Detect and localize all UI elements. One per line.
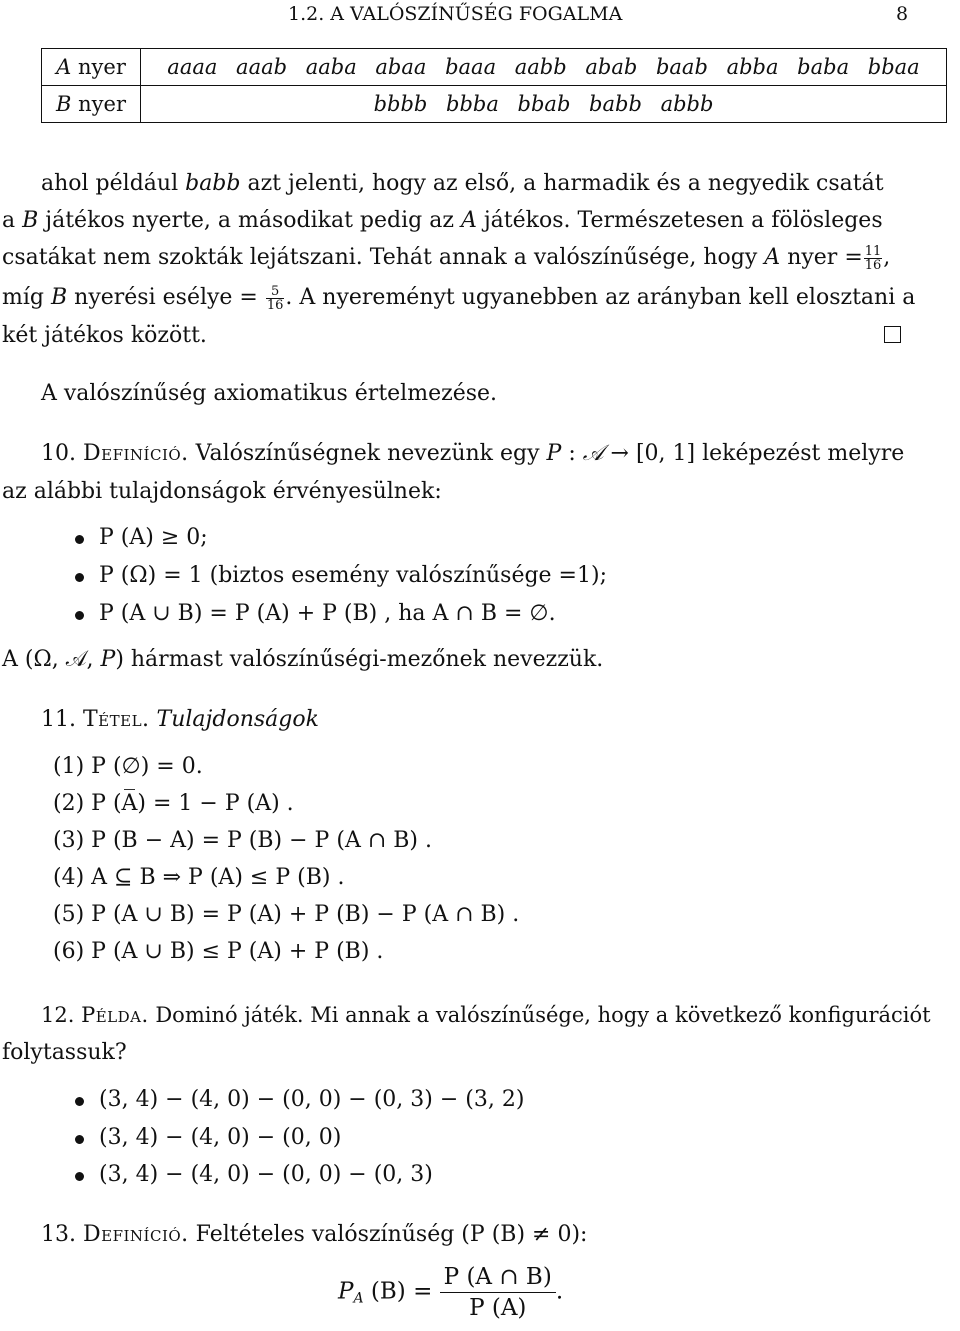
para-line-2: a B játékos nyerte, a másodikat pedig az A játékos. Természetesen a fölösleges	[2, 208, 883, 233]
outcome-table	[41, 48, 947, 123]
axiom-heading: A valószínűség axiomatikus értelmezése.	[41, 381, 498, 406]
example-12: 12. Példa. Dominó játék. Mi annak a valószínűsége, hogy a következő konfigurációt	[41, 1003, 931, 1027]
emphasis: babb	[185, 171, 241, 196]
row-b-label: B nyer	[42, 86, 141, 123]
para-line-5: két játékos között.	[2, 323, 207, 348]
para-line-3: csatákat nem szokták lejátszani. Tehát annak a valószínűsége, hogy A nyer = $\frac{11}{16}$ ,	[2, 243, 891, 273]
theorem-11: 11. Tétel. Tulajdonságok	[41, 707, 319, 732]
table-row	[42, 49, 947, 86]
table-row	[42, 86, 947, 123]
fraction-5-16: $\frac{5}{16}$	[266, 283, 284, 313]
list-item: (3, 4) − (4, 0) − (0, 0)	[77, 1124, 341, 1152]
definition-label: Definíció.	[83, 1222, 189, 1247]
definition-10: 10. Definíció. Valószínűségnek nevezünk egy P : 𝒜 → [0, 1] leképezést melyre	[41, 441, 905, 466]
conditional-probability-formula: $P_A$ (B) = $\frac{P (A \cap B)}{P (A)}$ .	[338, 1264, 564, 1321]
running-header	[288, 0, 622, 28]
fraction-11-16: $\frac{11}{16}$	[864, 243, 882, 273]
property-6: (6) P (A ∪ B) ≤ P (A) + P (B) .	[53, 939, 384, 964]
property-3: (3) P (B − A) = P (B) − P (A ∩ B) .	[53, 828, 432, 853]
property-2: (2) P (A̅) = 1 − P (A) .	[53, 791, 294, 816]
list-item: (3, 4) − (4, 0) − (0, 0) − (0, 3) − (3, 2)	[77, 1086, 524, 1114]
definition-label: Definíció.	[83, 441, 189, 466]
para-line-1: ahol például babb azt jelenti, hogy az első, a harmadik és a negyedik csatát	[41, 171, 884, 196]
row-b-values: bbbb bbba bbab babb abbb	[141, 86, 947, 123]
theorem-title: Tulajdonságok	[156, 707, 319, 732]
row-a-label: A nyer	[42, 49, 141, 86]
example-12-line-2: folytassuk?	[2, 1040, 127, 1065]
para-line-4: míg B nyerési esélye = $\frac{5}{16}$ . A nyereményt ugyanebben az arányban kell elosztani a	[2, 283, 916, 313]
triple-line: A (Ω, 𝒜, P) hármast valószínűségi-mezőnek nevezzük.	[2, 647, 604, 672]
property-5: (5) P (A ∪ B) = P (A) + P (B) − P (A ∩ B) .	[53, 902, 520, 927]
list-item: (3, 4) − (4, 0) − (0, 0) − (0, 3)	[77, 1161, 433, 1189]
section-title: 1.2. A VALÓSZÍNŰSÉG FOGALMA	[288, 3, 623, 25]
qed-box-icon	[884, 326, 901, 343]
property-4: (4) A ⊆ B ⇒ P (A) ≤ P (B) .	[53, 865, 345, 890]
row-a-values: aaaa aaab aaba abaa baaa aabb abab baab abba baba bbaa	[141, 49, 947, 86]
formula-fraction: $\frac{P (A \cap B)}{P (A)}$	[440, 1264, 556, 1321]
definition-13: 13. Definíció. Feltételes valószínűség (P (B) ≠ 0):	[41, 1222, 588, 1247]
theorem-label: Tétel.	[83, 707, 150, 732]
definition-10-line-2: az alábbi tulajdonságok érvényesülnek:	[2, 479, 442, 504]
list-item: P (A ∪ B) = P (A) + P (B) , ha A ∩ B = ∅.	[77, 600, 556, 628]
list-item: P (Ω) = 1 (biztos esemény valószínűsége =1);	[77, 562, 607, 590]
list-item: P (A) ≥ 0;	[77, 524, 208, 552]
property-1: (1) P (∅) = 0.	[53, 754, 203, 779]
example-label: Példa.	[81, 1003, 149, 1027]
page-number: 8	[896, 3, 909, 25]
